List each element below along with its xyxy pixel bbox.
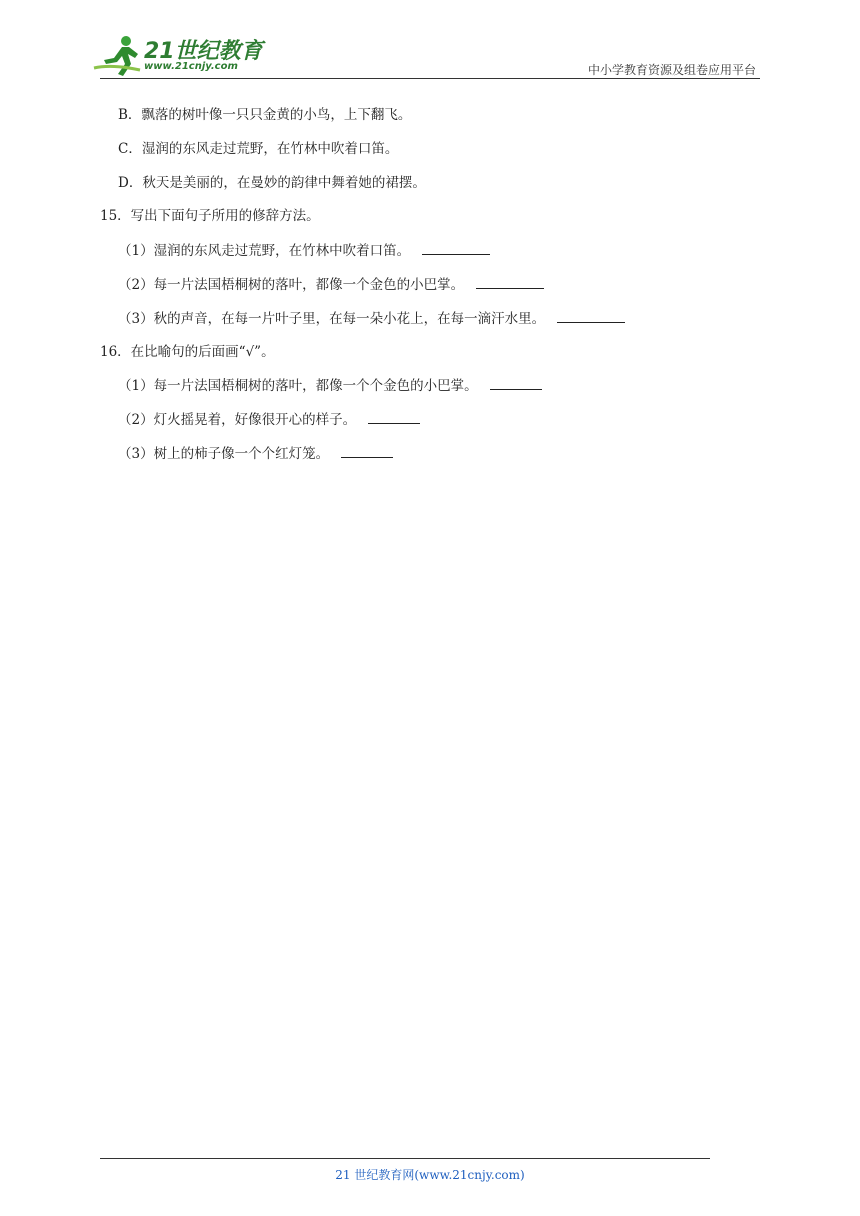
footer-link[interactable]: 21 世纪教育网(www.21cnjy.com) [335,1168,525,1182]
page-header [0,0,860,80]
question-16-title: 16．在比喻句的后面画“√”。 [100,344,275,360]
answer-blank[interactable] [490,377,542,390]
option-b: B．飘落的树叶像一只只金黄的小鸟，上下翻飞。 [118,107,412,123]
header-tagline: 中小学教育资源及组卷应用平台 [587,63,756,77]
question-15-item-1: （1）湿润的东风走过荒野，在竹林中吹着口笛。 [118,242,490,260]
option-c: C．湿润的东风走过荒野，在竹林中吹着口笛。 [118,141,399,157]
site-logo[interactable] [92,34,267,78]
answer-blank[interactable] [368,411,420,424]
question-16-item-2: （2）灯火摇晃着，好像很开心的样子。 [118,411,420,429]
answer-blank[interactable] [422,242,490,255]
logo-text: 21世纪教育 [144,39,263,64]
question-16-item-1: （1）每一片法国梧桐树的落叶，都像一个个金色的小巴掌。 [118,377,542,395]
footer-divider [100,1158,710,1159]
question-15-item-2: （2）每一片法国梧桐树的落叶，都像一个金色的小巴掌。 [118,276,544,294]
option-d: D．秋天是美丽的，在曼妙的韵律中舞着她的裙摆。 [118,175,426,191]
runner-icon [92,34,144,78]
question-16-item-3: （3）树上的柿子像一个个红灯笼。 [118,445,393,463]
question-15-title: 15．写出下面句子所用的修辞方法。 [100,208,320,224]
question-15-item-3: （3）秋的声音，在每一片叶子里，在每一朵小花上，在每一滴汗水里。 [118,310,625,328]
answer-blank[interactable] [557,310,625,323]
answer-blank[interactable] [341,445,393,458]
answer-blank[interactable] [476,276,544,289]
logo-url: www.21cnjy.com [144,61,238,72]
header-divider [100,78,760,79]
